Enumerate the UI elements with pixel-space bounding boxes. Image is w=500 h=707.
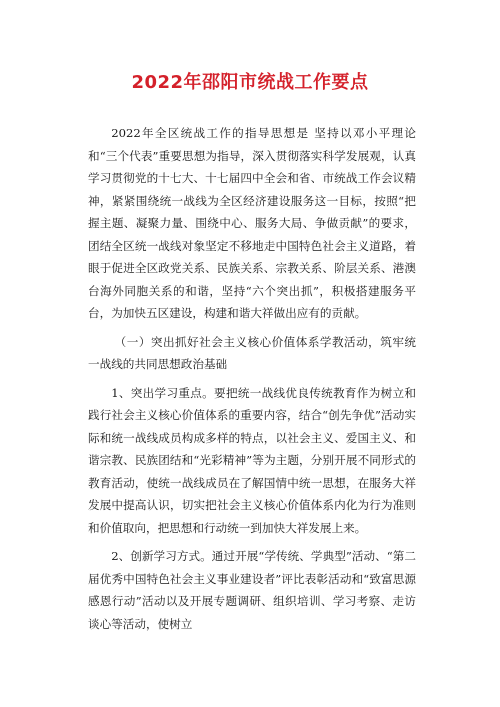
document-title: 2022年邵阳市统战工作要点: [131, 72, 369, 93]
body-paragraph: 1、突出学习重点。要把统一战线优良传统教育作为树立和践行社会主义核心价值体系的重要内容，结合“创先争优”活动实际和统一战线成员构成多样的特点，以社会主义、爱国主义、和谐宗教、民族团结和“光彩精神”等为主题，分别开展不同形式的教育活动，使统一战线成员在了解国情中统一思想，在服务大祥发展中提高认识，切实把社会主义核心价值体系内化为行为准则和价值取向，把思想和行动统一到加快大祥发展上来。: [88, 385, 416, 535]
intro-paragraph: 2022年全区统战工作的指导思想是 坚持以邓小平理论和“三个代表”重要思想为指导，深入贯彻落实科学发展观，认真学习贯彻党的十七大、十七届四中全会和省、市统战工作会议精神，紧紧围绕统一战线为全区经济建设服务这一目标，按照“把握主题、凝聚力量、围绕中心、服务大局、争做贡献”的要求，团结全区统一战线对象坚定不移地走中国特色社会主义道路，着眼于促进全区政党关系、民族关系、宗教关系、阶层关系、港澳台海外同胞关系的和谐，坚持“六个突出抓”，积极搭建服务平台，为加快五区建设，构建和谐大祥做出应有的贡献。: [88, 126, 416, 320]
body-paragraph: 2、创新学习方式。通过开展“学传统、学典型”活动、“第二届优秀中国特色社会主义事业建设者”评比表彰活动和“致富思源感恩行动”活动以及开展专题调研、组织培训、学习考察、走访谈心等活动，使树立: [88, 549, 416, 631]
document-body: [88, 122, 416, 641]
section-heading: （一）突出抓好社会主义核心价值体系学教活动，筑牢统一战线的共同思想政治基础: [88, 334, 416, 371]
